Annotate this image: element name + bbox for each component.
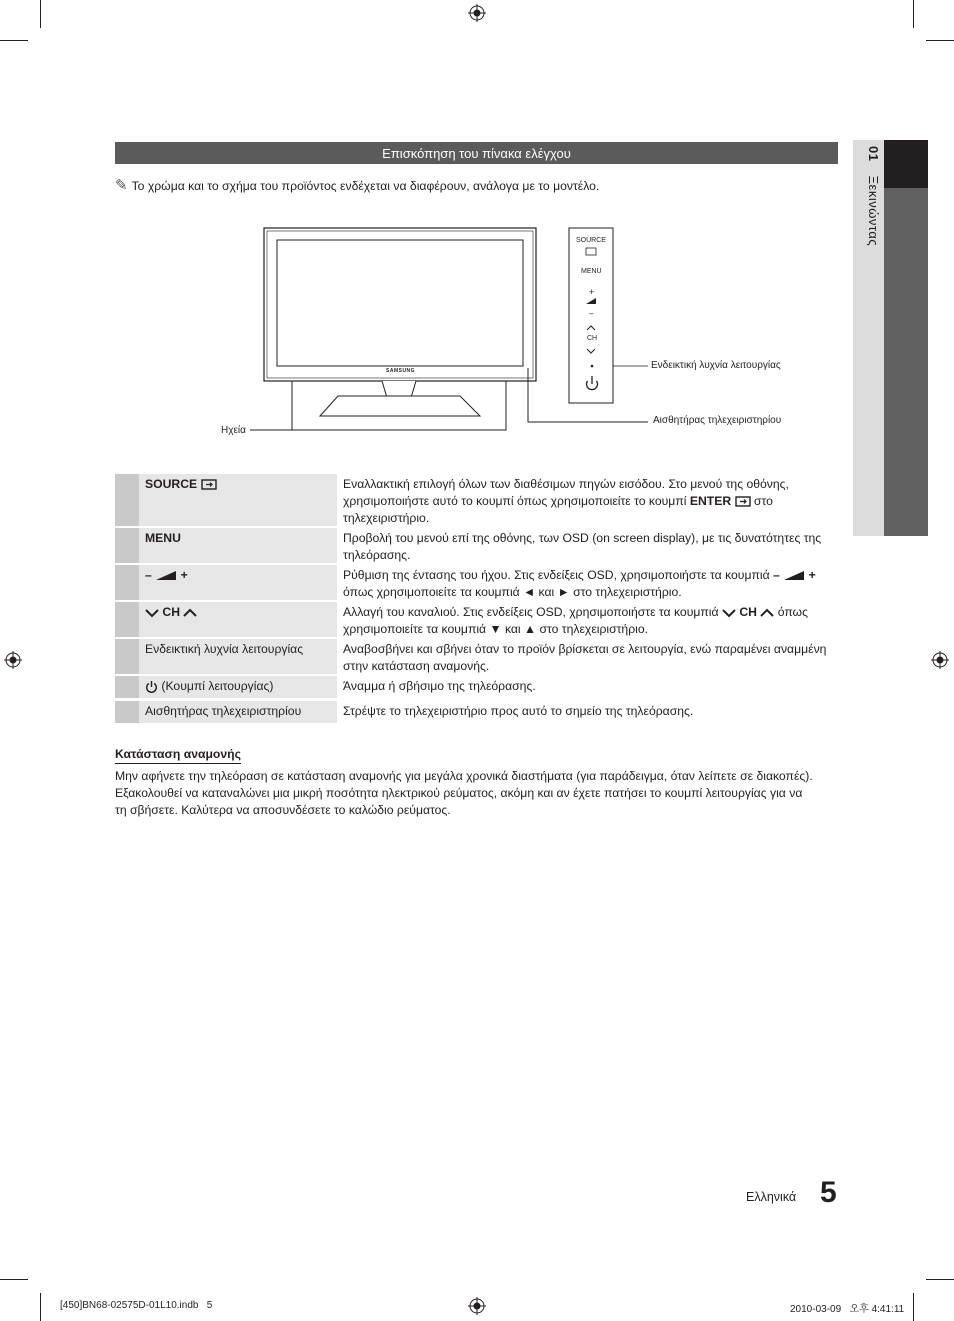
crop-mark	[0, 1279, 28, 1280]
source-icon	[201, 479, 217, 490]
panel-source-label: SOURCE	[576, 237, 606, 244]
table-row	[115, 701, 839, 723]
table-row	[115, 602, 839, 637]
language-label: Ελληνικά	[746, 1190, 797, 1204]
panel-menu-label: MENU	[581, 268, 602, 275]
control-description: Αναβοσβήνει και σβήνει όταν το προϊόν βρίσκεται σε λειτουργία, ενώ παραμένει αναμμένη στην κατάσταση αναμονής.	[343, 642, 827, 673]
chevron-down-icon	[145, 608, 159, 618]
control-name: CH	[139, 602, 337, 637]
control-name: Αισθητήρας τηλεχειριστηρίου	[139, 701, 337, 723]
registration-mark-icon	[931, 651, 949, 669]
crop-mark	[40, 1293, 41, 1321]
registration-mark-icon	[468, 1297, 486, 1315]
remote-sensor-callout: Αισθητήρας τηλεχειριστηρίου	[653, 415, 782, 426]
table-row	[115, 474, 839, 526]
crop-mark	[926, 40, 954, 41]
chapter-tab-marker	[884, 140, 928, 188]
power-icon	[145, 680, 158, 693]
control-name: SOURCE	[139, 474, 337, 526]
enter-icon	[735, 496, 751, 507]
panel-minus-label: –	[589, 309, 594, 318]
panel-ch-label: CH	[587, 335, 598, 342]
table-row	[115, 528, 839, 563]
print-slug-file: [450]BN68-02575D-01L10.indb 5	[60, 1300, 213, 1311]
chapter-title: Ξεκινώντας	[866, 175, 881, 247]
control-description: Ρύθμιση της έντασης του ήχου. Στις ενδείξεις OSD, χρησιμοποιήστε τα κουμπιά – + όπως χρησιμοποιείτε τα κουμπιά ◄ και ► στο τηλεχειριστήριο.	[343, 568, 816, 599]
chapter-number: 01	[866, 146, 881, 162]
control-name: (Κουμπί λειτουργίας)	[139, 676, 337, 698]
control-name: Ενδεικτική λυχνία λειτουργίας	[139, 639, 337, 674]
pencil-note-icon: ✎	[115, 177, 128, 194]
table-row	[115, 676, 839, 698]
control-name: MENU	[139, 528, 337, 563]
section-title: Επισκόπηση του πίνακα ελέγχου	[115, 142, 838, 164]
standby-heading: Κατάσταση αναμονής	[115, 747, 241, 764]
tv-diagram	[210, 218, 810, 448]
standby-text: Μην αφήνετε την τηλεόραση σε κατάσταση αναμονής για μεγάλα χρονικά διαστήματα (για παράδειγμα, όταν λείπετε σε διακοπές). Εξακολουθεί να καταναλώνει μια μικρή ποσότητα ηλεκτρικού ρεύματος, ακόμη και αν έχετε πατήσει το κουμπί λειτουργίας για να τη σβήσετε. Καλύτερα να αποσυνδέσετε το καλώδιο ρεύματος.	[115, 769, 813, 817]
print-slug-date: 2010-03-09 오후 4:41:11	[790, 1304, 905, 1315]
power-indicator-callout: Ενδεικτική λυχνία λειτουργίας	[651, 360, 781, 371]
control-description: Εναλλακτική επιλογή όλων των διαθέσιμων πηγών εισόδου. Στο μενού της οθόνης, χρησιμοποιήστε αυτό το κουμπί όπως χρησιμοποιείτε το κουμπί ENTER στο τηλεχειριστήριο.	[343, 477, 789, 525]
crop-mark	[40, 0, 41, 28]
table-row	[115, 639, 839, 674]
volume-icon	[783, 570, 805, 581]
chapter-tab-bar	[884, 140, 928, 536]
control-description: Στρέψτε το τηλεχειριστήριο προς αυτό το σημείο της τηλεόρασης.	[343, 704, 694, 718]
chevron-down-icon	[722, 608, 736, 618]
crop-mark	[0, 40, 28, 41]
crop-mark	[926, 1279, 954, 1280]
volume-icon	[155, 570, 177, 581]
table-row	[115, 565, 839, 600]
page-number: 5	[820, 1176, 837, 1209]
control-description: Αλλαγή του καναλιού. Στις ενδείξεις OSD, χρησιμοποιήστε τα κουμπιά CH όπως χρησιμοποιείτε τα κουμπιά ▼ και ▲ στο τηλεχειριστήριο.	[343, 605, 808, 636]
note-text: Το χρώμα και το σχήμα του προϊόντος ενδέχεται να διαφέρουν, ανάλογα με το μοντέλο.	[131, 179, 600, 193]
registration-mark-icon	[468, 4, 486, 22]
tv-illustration	[210, 218, 810, 448]
note	[115, 176, 599, 194]
chapter-tab-label	[855, 146, 881, 266]
chevron-up-icon	[760, 608, 774, 618]
panel-plus-label: +	[589, 287, 595, 297]
control-description: Προβολή του μενού επί της οθόνης, των OSD (on screen display), με τις δυνατότητες της τηλεόρασης.	[343, 531, 822, 562]
control-description: Άναμμα ή σβήσιμο της τηλεόρασης.	[343, 679, 536, 693]
speakers-callout: Ηχεία	[221, 425, 246, 436]
control-name: – +	[139, 565, 337, 600]
crop-mark	[913, 1293, 914, 1321]
tv-brand-logo: SAMSUNG	[386, 368, 416, 374]
crop-mark	[913, 0, 914, 28]
registration-mark-icon	[4, 651, 22, 669]
chevron-up-icon	[183, 608, 197, 618]
